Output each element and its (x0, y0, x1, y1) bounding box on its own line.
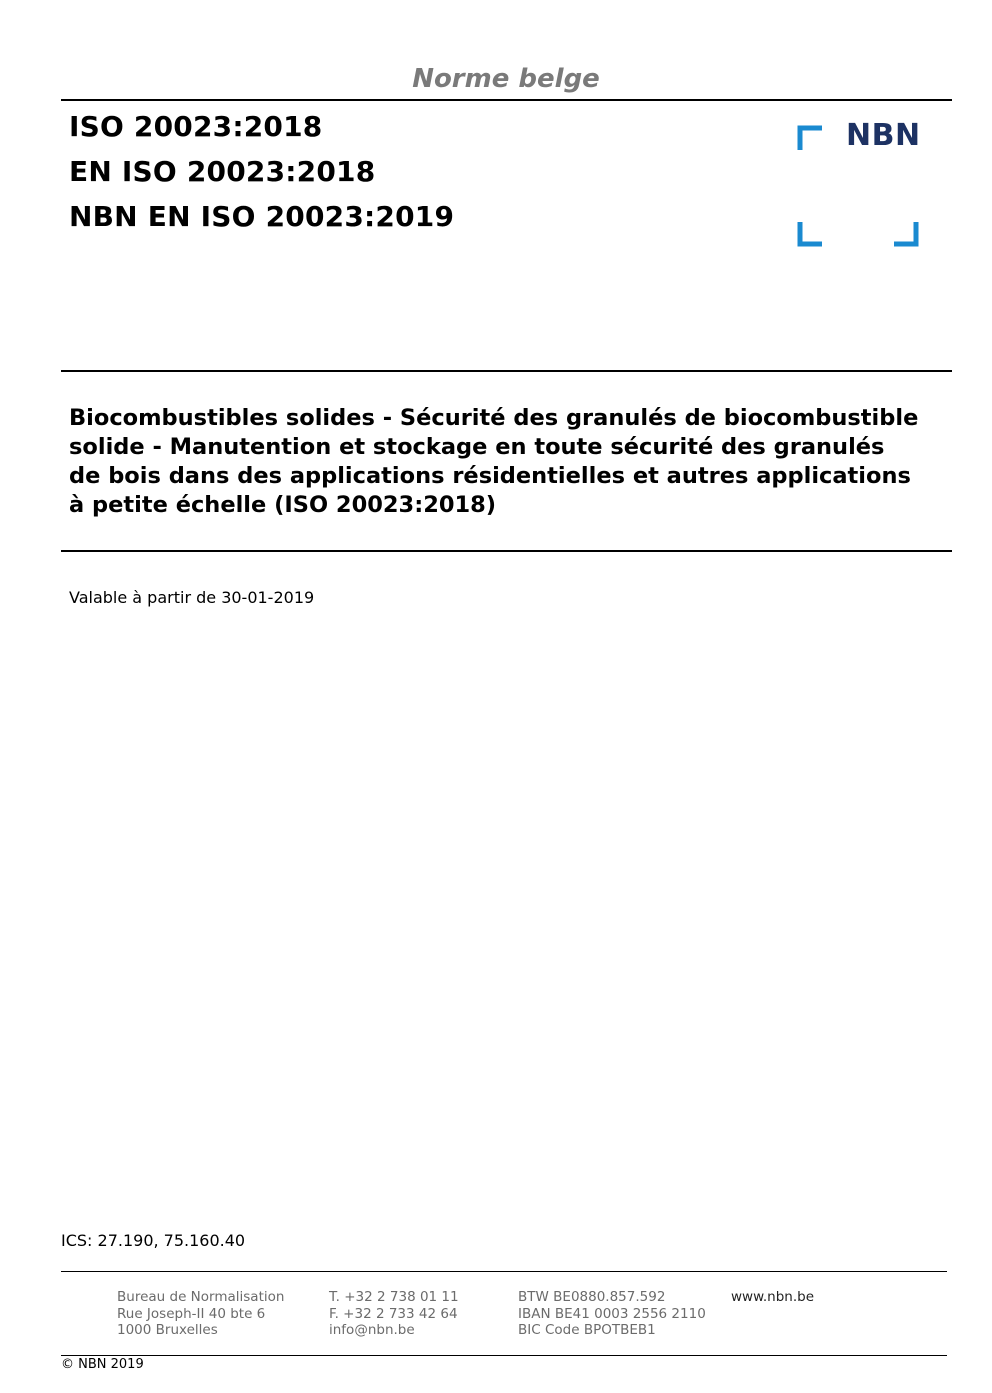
copyright-notice: © NBN 2019 (61, 1357, 144, 1372)
footer-bank (518, 1289, 706, 1339)
standard-en-iso: EN ISO 20023:2018 (69, 155, 376, 188)
title-line: Biocombustibles solides - Sécurité des granulés de biocombustible (69, 405, 919, 431)
footer-iban: IBAN BE41 0003 2556 2110 (518, 1305, 706, 1322)
footer-fax: F. +32 2 733 42 64 (329, 1305, 458, 1322)
footer-address-line: 1000 Bruxelles (117, 1322, 218, 1338)
title-line: à petite échelle (ISO 20023:2018) (69, 492, 497, 518)
footer-bottom-divider (61, 1355, 947, 1356)
footer-address (117, 1289, 284, 1339)
title-line: solide - Manutention et stockage en toute sécurité des granulés (69, 434, 885, 460)
title-line: de bois dans des applications résidentielles et autres applications (69, 463, 911, 489)
header-divider (61, 99, 952, 101)
title-top-divider (61, 370, 952, 372)
footer-email-link[interactable]: info@nbn.be (329, 1322, 415, 1338)
footer-contact (329, 1289, 459, 1339)
standard-nbn-en-iso: NBN EN ISO 20023:2019 (69, 200, 455, 233)
footer-web (731, 1289, 814, 1306)
footer-top-divider (61, 1271, 947, 1272)
footer-vat: BTW BE0880.857.592 (518, 1289, 666, 1305)
footer-bic: BIC Code BPOTBEB1 (518, 1322, 656, 1338)
footer-phone: T. +32 2 738 01 11 (329, 1289, 459, 1305)
footer-address-line: Bureau de Normalisation (117, 1289, 285, 1305)
footer-address-line: Rue Joseph-II 40 bte 6 (117, 1305, 266, 1322)
document-title (69, 404, 959, 520)
nbn-logo-text: NBN (846, 118, 921, 153)
footer-website-link[interactable]: www.nbn.be (731, 1289, 815, 1305)
standard-iso: ISO 20023:2018 (69, 110, 323, 143)
ics-codes: ICS: 27.190, 75.160.40 (61, 1231, 246, 1250)
title-bottom-divider (61, 550, 952, 552)
validity-date: Valable à partir de 30-01-2019 (69, 588, 315, 607)
document-type-label: Norme belge (412, 64, 600, 94)
